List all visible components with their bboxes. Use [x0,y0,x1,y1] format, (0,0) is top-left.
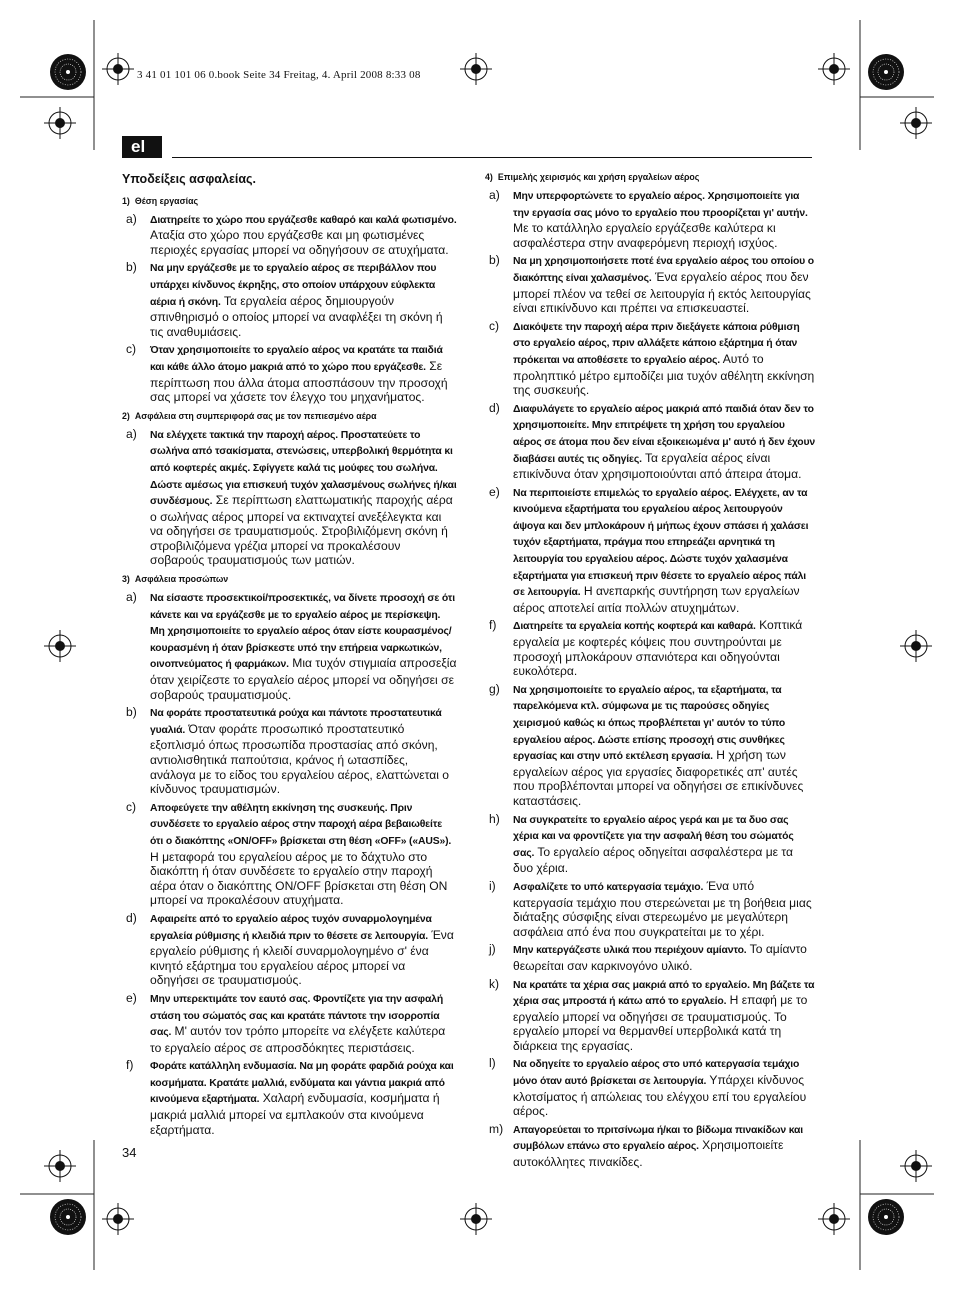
item-bold-text: Να χρησιμοποιείτε το εργαλείο αέρος, τα εξαρτήματα, τα παρελκόμενα κτλ. σύμφωνα με τις παρούσες οδηγίες χειρισμού καθώς κι όπως προβλέπεται γι' αυτόν το τύπο εργαλείου αέρος. Δώστε επίσης προσοχή στις συνθήκες εργασίας και στην υπό εκτέλεση εργασία. [513,684,786,763]
item-bold-text: Να μη χρησιμοποιήσετε ποτέ ένα εργαλείο αέρος του οποίου ο διακόπτης είναι χαλασμένος. [513,256,814,284]
item-text: Το αμίαντο θεωρείται σαν καρκινογόνο υλικό. [513,942,807,973]
color-target-top-left [50,54,86,90]
section-heading [122,411,430,423]
section-title: Θέση εργασίας [134,195,199,207]
section-number: 1) [122,195,130,207]
item-text: Η μεταφορά του εργαλείου αέρος με το δάχτυλο στο διακόπτη ή όταν συνδέσετε το εργαλείο στην παροχή αέρα όταν ο διακόπτης ON/OFF βρίσκεται στη θέση ON μπορεί να προκαλέσουν ατυχήματα. [150,849,448,908]
item-letter: a) [126,590,137,605]
registration-mark-left-top [44,107,76,139]
item-bold-text: Να κρατάτε τα χέρια σας μακριά από το εργαλείο. Μη βάζετε τα χέρια σας μπροστά ή κάτω από το εργαλείο. [513,979,815,1008]
item-letter: c) [126,799,137,814]
item-letter: a) [126,426,137,441]
item-bold-text: Μην κατεργάζεστε υλικά που περιέχουν αμίαντο. [513,945,747,957]
item-letter: d) [126,910,137,925]
item-bold-text: Διαφυλάγετε το εργαλείο αέρος μακριά από παιδιά όταν δεν το χρησιμοποιείτε. Μην επιτρέψετε τη χρήση του εργαλείου αέρος σε άτομα που δεν είναι εξοικειωμένα μ' αυτό ή δεν έχουν διαβάσει αυτές τις οδηγίες. [513,403,816,465]
item-letter: c) [489,318,500,333]
safety-item [122,212,457,258]
safety-item [485,977,815,1054]
item-bold-text: Διατηρείτε τα εργαλεία κοπής κοφτερά και καθαρά. [513,621,756,633]
section-heading [122,574,430,586]
item-text: Ένα εργαλείο ρύθμισης ή κλειδί συναρμολογημένο σ' ένα κινητό εξάρτημα του εργαλείου αέρος μπορεί να οδηγήσει σε τραυματισμούς. [150,927,454,988]
item-letter: b) [126,260,137,275]
page-number: 34 [122,1145,137,1160]
item-letter: f) [489,618,497,633]
safety-item [122,705,457,797]
safety-item [485,401,815,482]
registration-mark-top-right [818,53,850,85]
item-bold-text: Μην υπερεκτιμάτε τον εαυτό σας. Φροντίζετε για την ασφαλή στάση του σώματός σας και κρατάτε πάντοτε την ισορροπία σας. [150,993,444,1039]
item-text: Ένα εργαλείο αέρος που δεν μπορεί πλέον να τεθεί σε λειτουργία ή εκτός λειτουργίας είναι επικίνδυνο και πρέπει να επισκευαστεί. [513,269,811,316]
color-target-bottom-left [50,1199,86,1235]
section-number: 4) [485,172,493,183]
item-letter: k) [489,976,500,991]
safety-item [122,427,457,568]
item-bold-text: Να συγκρατείτε το εργαλείο αέρος γερά και με τα δυο σας χέρια και να φροντίζετε για την ασφαλή θέση του σώματός σας. [513,814,794,859]
item-text: Τα εργαλεία αέρος είναι επικίνδυνα όταν χρησιμοποιούνται από άπειρα άτομα. [513,450,802,482]
safety-item [485,253,815,315]
item-letter: b) [489,253,500,268]
safety-item [122,260,457,339]
item-bold-text: Αφαιρείτε από το εργαλείο αέρος τυχόν συναρμολογημένα εργαλεία ρύθμισης ή κλειδιά πριν το θέσετε σε λειτουργία. [150,913,432,942]
color-target-bottom-right [868,1199,904,1235]
item-letter: c) [126,342,137,357]
item-bold-text: Διατηρείτε το χώρο που εργάζεσθε καθαρό και καλά φωτισμένο. [150,214,457,226]
item-bold-text: Αποφεύγετε την αθέλητη εκκίνηση της συσκευής. Πριν συνδέσετε το εργαλείο αέρος στην παροχή αέρα βεβαιωθείτε ότι ο διακόπτης «ON/OFF» βρίσκεται στη θέση «OFF» («AUS»). [150,802,452,847]
item-letter: l) [489,1056,496,1071]
item-letter: a) [489,188,500,202]
registration-mark-right-top [900,107,932,139]
item-text: Όταν φοράτε προσωπικό προστατευτικό εξοπλισμό όπως προσωπίδα προστασίας από σκόνη, αντιολισθητικά παπούτσια, κράνος ή ωτασπίδες, ανάλογα με το είδος του εργαλείου αέρος, ελαττώνεται ο κίνδυνος τραυματισμών. [150,721,450,797]
item-letter: e) [489,484,500,499]
color-target-top-right [868,54,904,90]
section-title: Επιμελής χειρισμός και χρήση εργαλείων αέρος [497,172,700,183]
item-bold-text: Να φοράτε προστατευτικά ρούχα και πάντοτε προστατευτικά γυαλιά. [150,708,442,736]
item-text: Κοπτικά εργαλεία με κοφτερές κόψεις που συντηρούνται με προσοχή μπλοκάρουν σπανιότερα και οδηγούνται ευκολότερα. [513,618,803,679]
item-letter: e) [126,990,137,1005]
safety-item [122,1058,457,1137]
item-text: Η επαφή με το εργαλείο μπορεί να οδηγήσει σε τραυματισμούς. Το εργαλείο μπορεί να θερμανθεί υπερβολικά κατά τη διάρκεια της εργασίας. [513,993,808,1053]
left-column [122,172,457,1140]
safety-item [485,618,815,678]
safety-item [122,590,457,702]
item-text: Τα εργαλεία αέρος δημιουργούν σπινθηρισμό ο οποίος μπορεί να αναφλέξει τη σκόνη ή τις αναθυμιάσεις. [150,293,443,339]
registration-mark-top-left [102,53,134,85]
safety-item [485,1056,815,1118]
safety-item [485,485,815,616]
section-number: 3) [122,574,130,586]
item-letter: d) [489,400,500,415]
item-letter: j) [489,942,496,957]
safety-item [122,342,457,404]
item-bold-text: Φοράτε κατάλληλη ενδυμασία. Να μη φοράτε φαρδιά ρούχα και κοσμήματα. Κρατάτε μαλλιά, ενδύματα και γάντια μακριά από κινούμενα εξαρτήματα. [150,1061,454,1106]
registration-mark-left-middle [44,630,76,662]
item-text: Χαλαρή ενδυμασία, κοσμήματα ή μακριά μαλλιά μπορεί να εμπλακούν στα κινούμενα εξαρτήματα. [150,1091,440,1137]
item-bold-text: Να περιποιείστε επιμελώς το εργαλείο αέρος. Ελέγχετε, αν τα κινούμενα εξαρτήματα του εργαλείου αέρος λειτουργούν άψογα και δεν μπλοκάρουν ή μήπως έχουν σπάσει ή χαλάσει τυχόν εξαρτήματα, πράγμα που επηρεάζει αρνητικά τη λειτουργία του εργαλείου αέρος. Δώστε τυχόν χαλασμένα εξαρτήματα για επισκευή πριν θέσετε το εργαλείο αέρος πάλι σε λειτουργία. [513,487,809,599]
safety-item [122,911,457,988]
safety-item [122,991,457,1055]
safety-item [485,188,815,250]
item-letter: a) [126,211,137,226]
section-title: Ασφάλεια προσώπων [134,574,229,586]
item-text: Σε περίπτωση που άλλα άτομα αποσπάσουν την προσοχή σας μπορεί να χάσετε τον έλεγχο του μηχανήματος. [150,358,448,405]
right-column [485,172,815,1173]
safety-item [485,682,815,809]
registration-mark-top-center [460,53,492,85]
safety-item [122,800,457,908]
item-bold-text: Απαγορεύεται το πριτσίνωμα ή/και το βίδωμα πινακίδων και συμβόλων επάνω στο εργαλείο αέρος. [513,1124,804,1153]
item-text: Ένα υπό κατεργασία τεμάχιο που στερεώνεται με τη βοήθεια μιας διάταξης σύσφιξης είναι στερεωμένο με μεγαλύτερη ασφάλεια από ένα που συγκρατείται με το χέρι. [513,878,812,939]
registration-mark-left-bottom [44,1150,76,1182]
item-bold-text: Όταν χρησιμοποιείτε το εργαλείο αέρος να κρατάτε τα παιδιά και κάθε άλλο άτομο μακριά από το χώρο που εργάζεσθε. [150,345,443,373]
item-letter: f) [126,1058,134,1073]
page-title: Υποδείξεις ασφαλείας. [122,172,257,186]
print-header: 3 41 01 101 06 0.book Seite 34 Freitag, 4. April 2008 8:33 08 [137,69,421,81]
safety-item [485,942,815,973]
item-text: Χρησιμοποιείτε αυτοκόλλητες πινακίδες. [513,1138,784,1170]
item-text: Σε περίπτωση ελαττωματικής παροχής αέρα ο σωλήνας αέρος μπορεί να εκτιναχτεί ανεξέλεγκτα και να οδηγήσει σε τραυματισμούς. Στροβιλιζόμενη σκόνη ή στροβιλιζόμενα γρέζια μπορεί να προκαλέσουν σοβαρούς τραυματισμούς των ματιών. [150,493,453,568]
section-title: Ασφάλεια στη συμπεριφορά σας με τον πεπιεσμένο αέρα [134,410,377,422]
item-bold-text: Ασφαλίζετε το υπό κατεργασία τεμάχιο. [513,881,704,893]
safety-item [485,812,815,876]
item-bold-text: Να μην εργάζεσθε με το εργαλείο αέρος σε περιβάλλον που υπάρχει κίνδυνος έκρηξης, στο οποίον υπάρχουν εύφλεκτα αέρια ή σκόνη. [150,263,437,308]
item-bold-text: Να είσαστε προσεκτικοί/προσεκτικές, να δίνετε προσοχή σε ότι κάνετε και να εργάζεσθε με το εργαλείο αέρος με περίσκεψη. Μη χρησιμοποιείτε το εργαλείο αέρος όταν είστε κουρασμένος/κουρασμένη ή όταν βρίσκεστε υπό την επήρεια ναρκωτικών, οινοπνεύματος ή φαρμάκων. [150,593,456,671]
item-text: Το εργαλείο αέρος οδηγείται ασφαλέστερα με τα δυο χέρια. [513,844,794,876]
registration-mark-bottom-right [818,1203,850,1235]
item-text: Μ' αυτόν τον τρόπο μπορείτε να ελέγξετε καλύτερα το εργαλείο αέρος σε απροσδόκητες περιστάσεις. [150,1024,446,1055]
section-number: 2) [122,410,130,422]
section-heading [485,172,789,184]
registration-mark-right-middle [900,630,932,662]
item-bold-text: Να οδηγείτε το εργαλείο αέρος στο υπό κατεργασία τεμάχιο μόνο όταν αυτό βρίσκεται σε λειτουργία. [513,1059,800,1088]
language-tab: el [122,136,162,158]
registration-mark-bottom-left [102,1203,134,1235]
item-bold-text: Διακόψετε την παροχή αέρα πριν διεξάγετε κάποια ρύθμιση στο εργαλείο αέρος, πριν αλλάξετε κάποιο εξάρτημα ή όταν πρόκειται να αποθέσετε το εργαλείο αέρος. [513,321,800,366]
item-text: Με το κατάλληλο εργαλείο εργάζεσθε καλύτερα κι ασφαλέστερα στην αναφερόμενη περιοχή ισχύος. [513,221,778,250]
item-text: Η ανεπαρκής συντήρηση των εργαλείων αέρος αποτελεί αιτία πολλών ατυχημάτων. [513,584,800,615]
item-bold-text: Να ελέγχετε τακτικά την παροχή αέρος. Προστατεύετε το σωλήνα από τσακίσματα, στενώσεις, υπερβολική θερμότητα κι από κοφτερές ακμές. Σφίγγετε καλά τις μούφες του σωλήνα. Δώστε αμέσως για επισκευή τυχόν χαλασμένους σωλήνες ή/και συνδέσμους. [150,429,457,508]
safety-item [485,879,815,939]
registration-mark-right-bottom [900,1150,932,1182]
registration-mark-bottom-center [460,1203,492,1235]
item-letter: m) [489,1121,504,1136]
item-text: Η χρήση των εργαλείων αέρος για εργασίες διαφορετικές απ' αυτές που προβλέπονται μπορεί να οδηγήσει σε επικίνδυνες καταστάσεις. [513,748,804,808]
item-letter: b) [126,705,137,720]
safety-item [485,1122,815,1170]
item-text: Υπάρχει κίνδυνος κλοτσίματος ή απώλειας του ελέγχου επί του εργαλείου αέρος. [513,1073,807,1119]
item-letter: i) [489,878,496,893]
item-letter: g) [489,681,500,696]
item-text: Αταξία στο χώρο που εργάζεσθε και μη φωτισμένες περιοχές εργασίας μπορεί να οδηγήσουν σε ατυχήματα. [150,228,449,257]
item-letter: h) [489,811,500,826]
section-heading [122,196,430,208]
item-text: Αυτό το προληπτικό μέτρο εμποδίζει μια τυχόν αθέλητη εκκίνηση της συσκευής. [513,351,815,398]
item-bold-text: Μην υπερφορτώνετε το εργαλείο αέρος. Χρησιμοποιείτε για την εργασία σας μόνο το εργαλείο που προορίζεται γι' αυτήν. [513,191,808,219]
header-rule [172,157,812,158]
safety-item [485,319,815,398]
item-text: Μια τυχόν στιγμιαία απροσεξία όταν χειρίζεστε το εργαλείο αέρος μπορεί να οδηγήσει σε σοβαρούς τραυματισμούς. [150,656,457,702]
